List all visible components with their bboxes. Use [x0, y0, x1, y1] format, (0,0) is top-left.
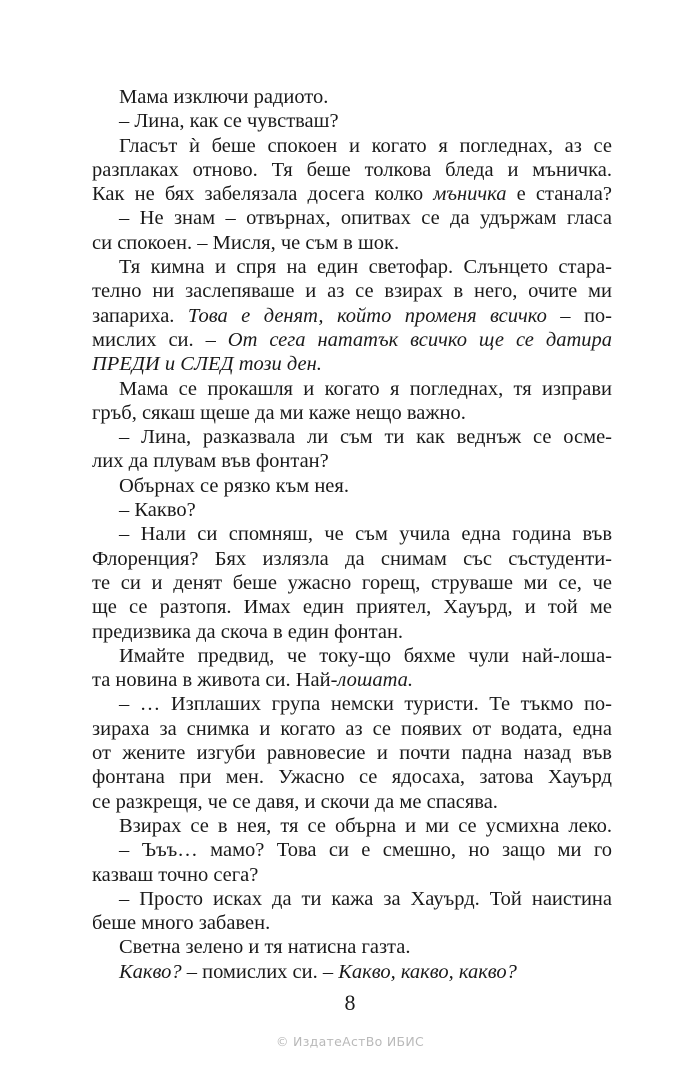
text-line — [92, 838, 612, 862]
text-line — [92, 692, 612, 716]
text-line — [92, 547, 612, 571]
text-segment: телно ни заслепяваше и аз се взирах в него, очите ми — [92, 280, 612, 303]
text-segment: та новина в живота си. Най- — [92, 669, 338, 692]
text-line — [92, 425, 612, 449]
text-line — [92, 887, 612, 911]
page-body-text — [92, 85, 612, 984]
text-segment: от жените изгуби равновесие и почти падна назад във — [92, 742, 612, 765]
text-segment: предизвика да скоча в един фонтан. — [92, 620, 404, 643]
text-line — [92, 960, 612, 984]
italic-text-segment: Това е денят, който променя всичко — [187, 304, 547, 327]
text-line — [92, 279, 612, 303]
text-segment: – Ъъъ… мамо? Това си е смешно, но защо ми го — [119, 839, 612, 862]
italic-text-segment: мъничка — [433, 183, 507, 206]
text-segment: Мама изключи радиото. — [119, 86, 329, 108]
text-segment: – Лина, разказвала ли съм ти как веднъж се осме- — [119, 426, 612, 449]
text-line — [92, 182, 612, 206]
text-segment: – Не знам – отвърнах, опитвах се да удържам гласа — [119, 207, 612, 230]
italic-text-segment: ПРЕДИ и СЛЕД — [92, 353, 239, 376]
text-line — [92, 911, 612, 935]
text-line — [92, 814, 612, 838]
text-line — [92, 717, 612, 741]
text-segment: – Нали си спомняш, че съм учила една година във — [119, 523, 612, 546]
text-line — [92, 741, 612, 765]
text-line — [92, 449, 612, 473]
text-line — [92, 644, 612, 668]
text-segment: Флоренция? Бях излязла да снимам със състуденти- — [92, 547, 612, 570]
text-segment: лих да плувам във фонтан? — [92, 450, 329, 473]
text-line — [92, 134, 612, 158]
text-line — [92, 790, 612, 814]
page-number: 8 — [344, 990, 356, 1015]
text-segment: Обърнах се рязко към нея. — [119, 474, 349, 497]
text-line — [92, 863, 612, 887]
text-segment: – Какво? — [119, 499, 196, 522]
italic-text-segment: Какво, какво, какво? — [338, 960, 517, 983]
text-line — [92, 765, 612, 789]
text-line — [92, 377, 612, 401]
text-line — [92, 231, 612, 255]
text-segment: Мама се прокашля и когато я погледнах, тя изправи — [119, 377, 612, 400]
italic-text-segment: лошата. — [337, 669, 414, 692]
text-segment: – … Изплаших група немски туристи. Те тъкмо по- — [119, 693, 612, 716]
text-segment: е станала? — [506, 183, 612, 206]
text-segment: гръб, сякаш щеше да ми каже нещо важно. — [92, 401, 466, 424]
text-line — [92, 401, 612, 425]
text-segment: Имайте предвид, че току-що бяхме чули най-лоша- — [119, 644, 612, 667]
italic-text-segment: този ден. — [238, 353, 322, 376]
italic-text-segment: Какво? — [119, 960, 182, 983]
text-line — [92, 474, 612, 498]
text-segment: мислих си. – — [92, 328, 228, 351]
text-segment: – помислих си. – — [181, 960, 339, 983]
text-segment: – Лина, как се чувстваш? — [119, 110, 339, 133]
text-line — [92, 620, 612, 644]
text-segment: зираха за снимка и когато аз се появих от водата, една — [92, 717, 612, 740]
text-line — [92, 571, 612, 595]
text-segment: – по- — [546, 304, 612, 327]
text-segment: Светна зелено и тя натисна газта. — [119, 936, 411, 959]
text-line — [92, 109, 612, 133]
text-line — [92, 255, 612, 279]
text-segment: – Просто исках да ти кажа за Хауърд. Той наистина — [119, 887, 612, 910]
text-line — [92, 206, 612, 230]
text-line — [92, 352, 612, 376]
text-segment: Как не бях забелязала досега колко — [92, 183, 434, 206]
text-line — [92, 158, 612, 182]
text-segment: казваш точно сега? — [92, 863, 259, 886]
text-line — [92, 668, 612, 692]
text-segment: се разкрещя, че се давя, и скочи да ме спасява. — [92, 790, 498, 813]
text-segment: те си и денят беше ужасно горещ, струваше ми се, че — [92, 571, 612, 594]
text-line — [92, 498, 612, 522]
text-segment: ще се разтопя. Имах един приятел, Хауърд, и той ме — [92, 596, 612, 619]
text-segment: Взирах се в нея, тя се обърна и ми се усмихна леко. — [119, 814, 612, 837]
text-segment: запариха. — [92, 304, 188, 327]
publisher-watermark: © ИздатеАстВо ИБИС — [275, 1034, 425, 1049]
text-line — [92, 85, 612, 109]
text-line — [92, 522, 612, 546]
text-line — [92, 935, 612, 959]
text-segment: Тя кимна и спря на един светофар. Слънцето старa- — [119, 256, 612, 279]
text-segment: си спокоен. – Мисля, че съм в шок. — [92, 231, 400, 254]
text-line — [92, 595, 612, 619]
text-segment: Гласът ѝ беше спокоен и когато я погледнах, аз се — [119, 134, 612, 157]
italic-text-segment: От сега нататък всичко ще се датира — [227, 328, 613, 351]
text-line — [92, 304, 612, 328]
text-line — [92, 328, 612, 352]
text-segment: разплаках отново. Тя беше толкова бледа и мъничка. — [92, 158, 612, 181]
text-segment: беше много забавен. — [92, 912, 271, 935]
text-segment: фонтана при мен. Ужасно се ядосаха, затова Хауърд — [92, 766, 612, 789]
